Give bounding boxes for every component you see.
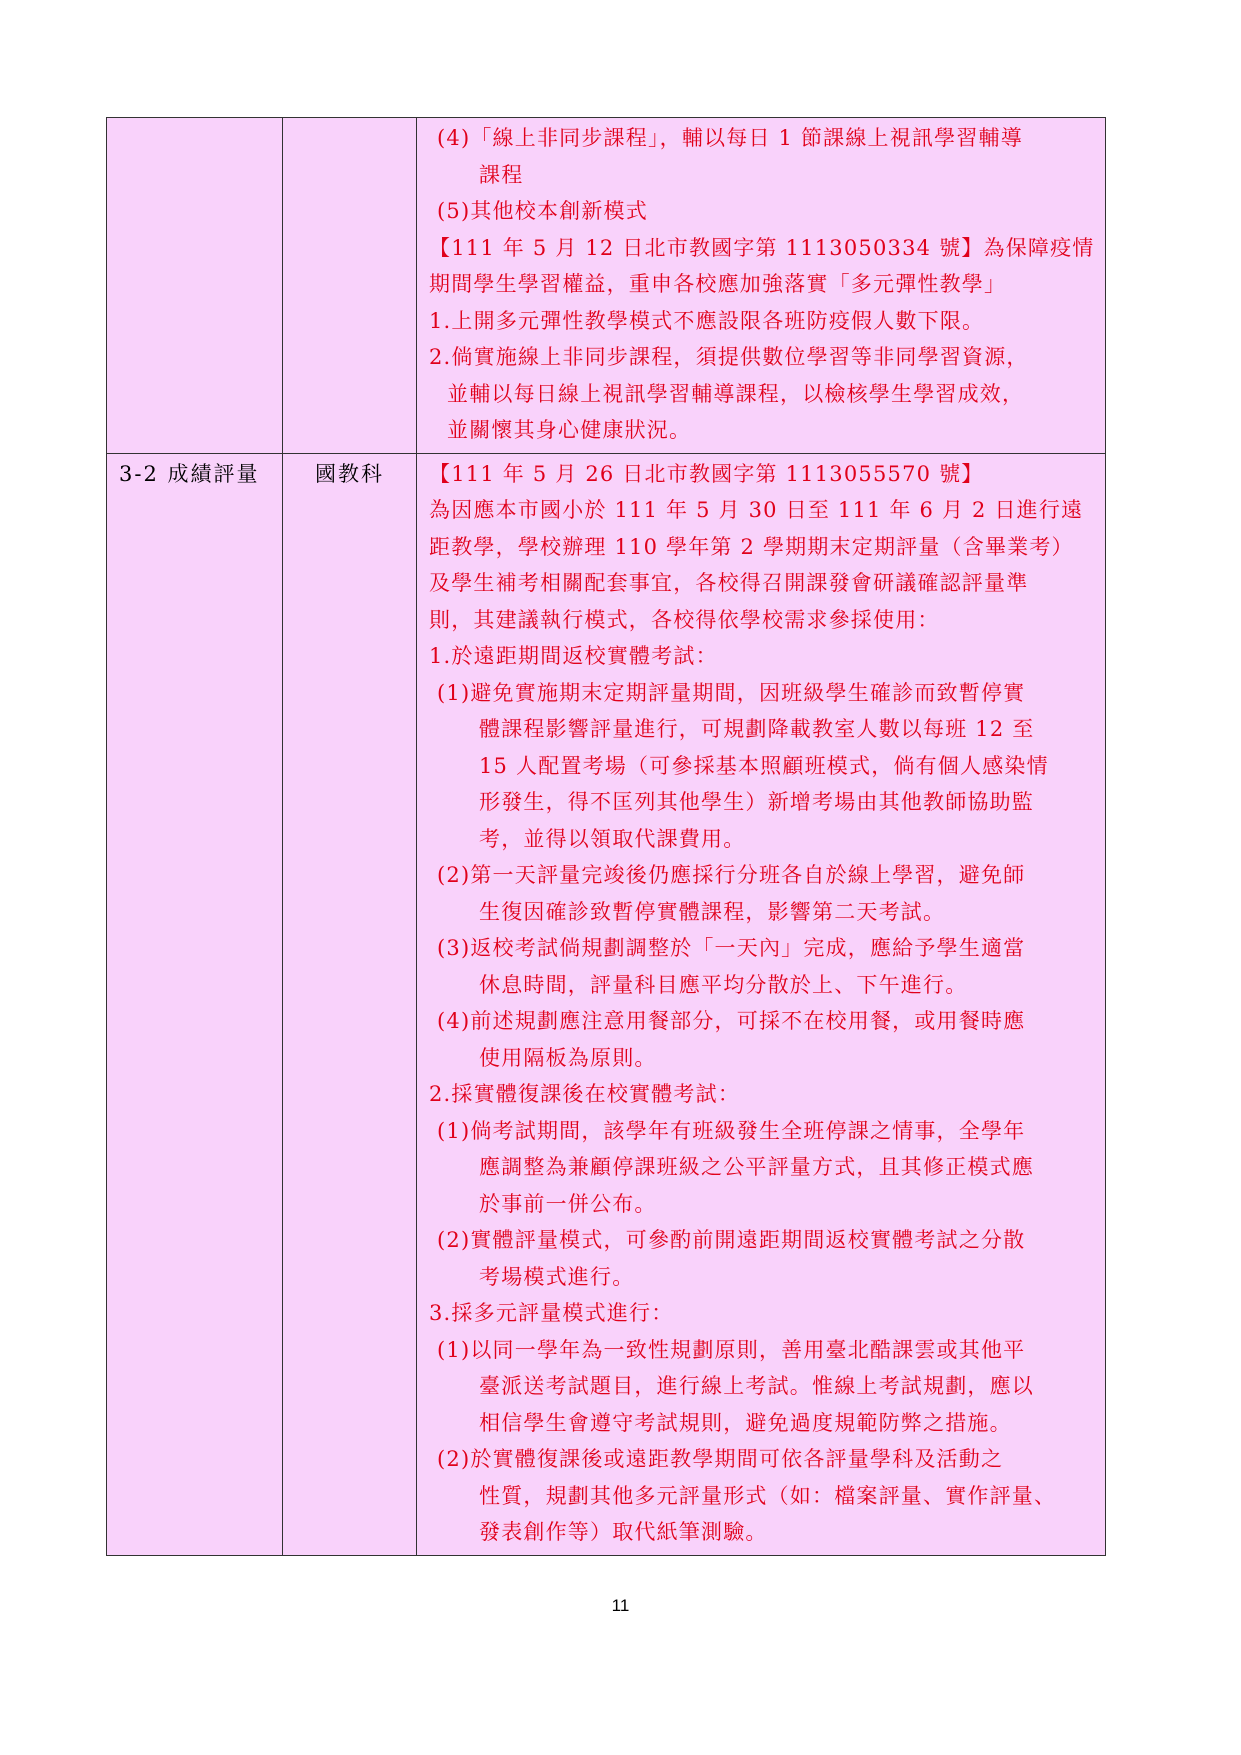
content-line: 性質，規劃其他多元評量形式（如：檔案評量、實作評量、 (479, 1483, 1057, 1508)
unit-cell (283, 118, 417, 454)
content-line: (3)返校考試倘規劃調整於「一天內」完成，應給予學生適當 (437, 936, 1026, 960)
content-line: 1.於遠距期間返校實體考試： (429, 644, 718, 668)
content-line: 並輔以每日線上視訊學習輔導課程，以檢核學生學習成效， (447, 381, 1025, 406)
content-line: 臺派送考試題目，進行線上考試。惟線上考試規劃，應以 (479, 1374, 1034, 1398)
table-row (107, 453, 1106, 1555)
content-line: (1)以同一學年為一致性規劃原則，善用臺北酷課雲或其他平 (437, 1337, 1026, 1362)
content-line: 【111 年 5 月 12 日北市教國字第 1113050334 號】為保障疫情 (429, 235, 1095, 260)
content-cell (417, 118, 1106, 454)
content-cell (417, 453, 1106, 1555)
content-line: 課程 (479, 162, 524, 187)
item-label (107, 118, 282, 120)
content-line: 休息時間，評量科目應平均分散於上、下午進行。 (479, 972, 968, 997)
content-line: 15 人配置考場（可參採基本照顧班模式，倘有個人感染情 (479, 753, 1049, 778)
content-line: 於事前一併公布。 (479, 1191, 657, 1216)
content-line: 考，並得以領取代課費用。 (479, 826, 746, 851)
table-row (107, 118, 1106, 454)
unit-label (283, 118, 416, 120)
page-number: 11 (611, 1596, 630, 1615)
content-text (417, 454, 1105, 1555)
content-line: (1)避免實施期末定期評量期間，因班級學生確診而致暫停實 (437, 680, 1026, 705)
content-line: 則，其建議執行模式，各校得依學校需求參採使用： (429, 607, 940, 632)
content-line: 期間學生學習權益，重申各校應加強落實「多元彈性教學」 (429, 272, 1007, 296)
content-line: 及學生補考相關配套事宜，各校得召開課發會研議確認評量準 (429, 571, 1029, 595)
content-line: 應調整為兼顧停課班級之公平評量方式，且其修正模式應 (479, 1155, 1034, 1179)
content-line: 使用隔板為原則。 (479, 1045, 657, 1070)
content-line: (1)倘考試期間，該學年有班級發生全班停課之情事，全學年 (437, 1118, 1026, 1143)
content-line: 3.採多元評量模式進行： (429, 1301, 674, 1325)
content-line: 考場模式進行。 (479, 1264, 635, 1289)
content-line: 2.倘實施線上非同步課程，須提供數位學習等非同學習資源， (429, 345, 1029, 369)
content-text (417, 118, 1105, 453)
content-line: (4)「線上非同步課程」，輔以每日 1 節課線上視訊學習輔導 (437, 126, 1023, 150)
content-line: (2)實體評量模式，可參酌前開遠距期間返校實體考試之分散 (437, 1228, 1026, 1252)
content-line: (4)前述規劃應注意用餐部分，可採不在校用餐，或用餐時應 (437, 1009, 1026, 1033)
content-line: 2.採實體復課後在校實體考試： (429, 1082, 741, 1106)
unit-cell (283, 453, 417, 1555)
content-line: 1.上開多元彈性教學模式不應設限各班防疫假人數下限。 (429, 308, 985, 333)
content-line: 形發生，得不匡列其他學生）新增考場由其他教師協助監 (479, 790, 1034, 814)
content-line: 體課程影響評量進行，可規劃降載教室人數以每班 12 至 (479, 717, 1035, 741)
content-line: 為因應本市國小於 111 年 5 月 30 日至 111 年 6 月 2 日進行遠 (429, 498, 1084, 522)
item-cell (107, 118, 283, 454)
policy-table (106, 117, 1106, 1556)
content-line: (2)於實體復課後或遠距教學期間可依各評量學科及活動之 (437, 1447, 1004, 1471)
content-line: 相信學生會遵守考試規則，避免過度規範防弊之措施。 (479, 1410, 1012, 1435)
content-line: (2)第一天評量完竣後仍應採行分班各自於線上學習，避免師 (437, 863, 1026, 887)
content-line: 生復因確診致暫停實體課程，影響第二天考試。 (479, 899, 946, 924)
item-cell (107, 453, 283, 1555)
content-line: 距教學，學校辦理 110 學年第 2 學期期末定期評量（含畢業考） (429, 534, 1074, 559)
content-line: (5)其他校本創新模式 (437, 199, 648, 223)
content-line: 發表創作等）取代紙筆測驗。 (479, 1520, 768, 1544)
content-line: 【111 年 5 月 26 日北市教國字第 1113055570 號】 (429, 461, 984, 486)
content-line: 並關懷其身心健康狀況。 (447, 418, 692, 442)
item-label: 3-2 成績評量 (119, 461, 260, 486)
unit-label: 國教科 (315, 461, 384, 486)
